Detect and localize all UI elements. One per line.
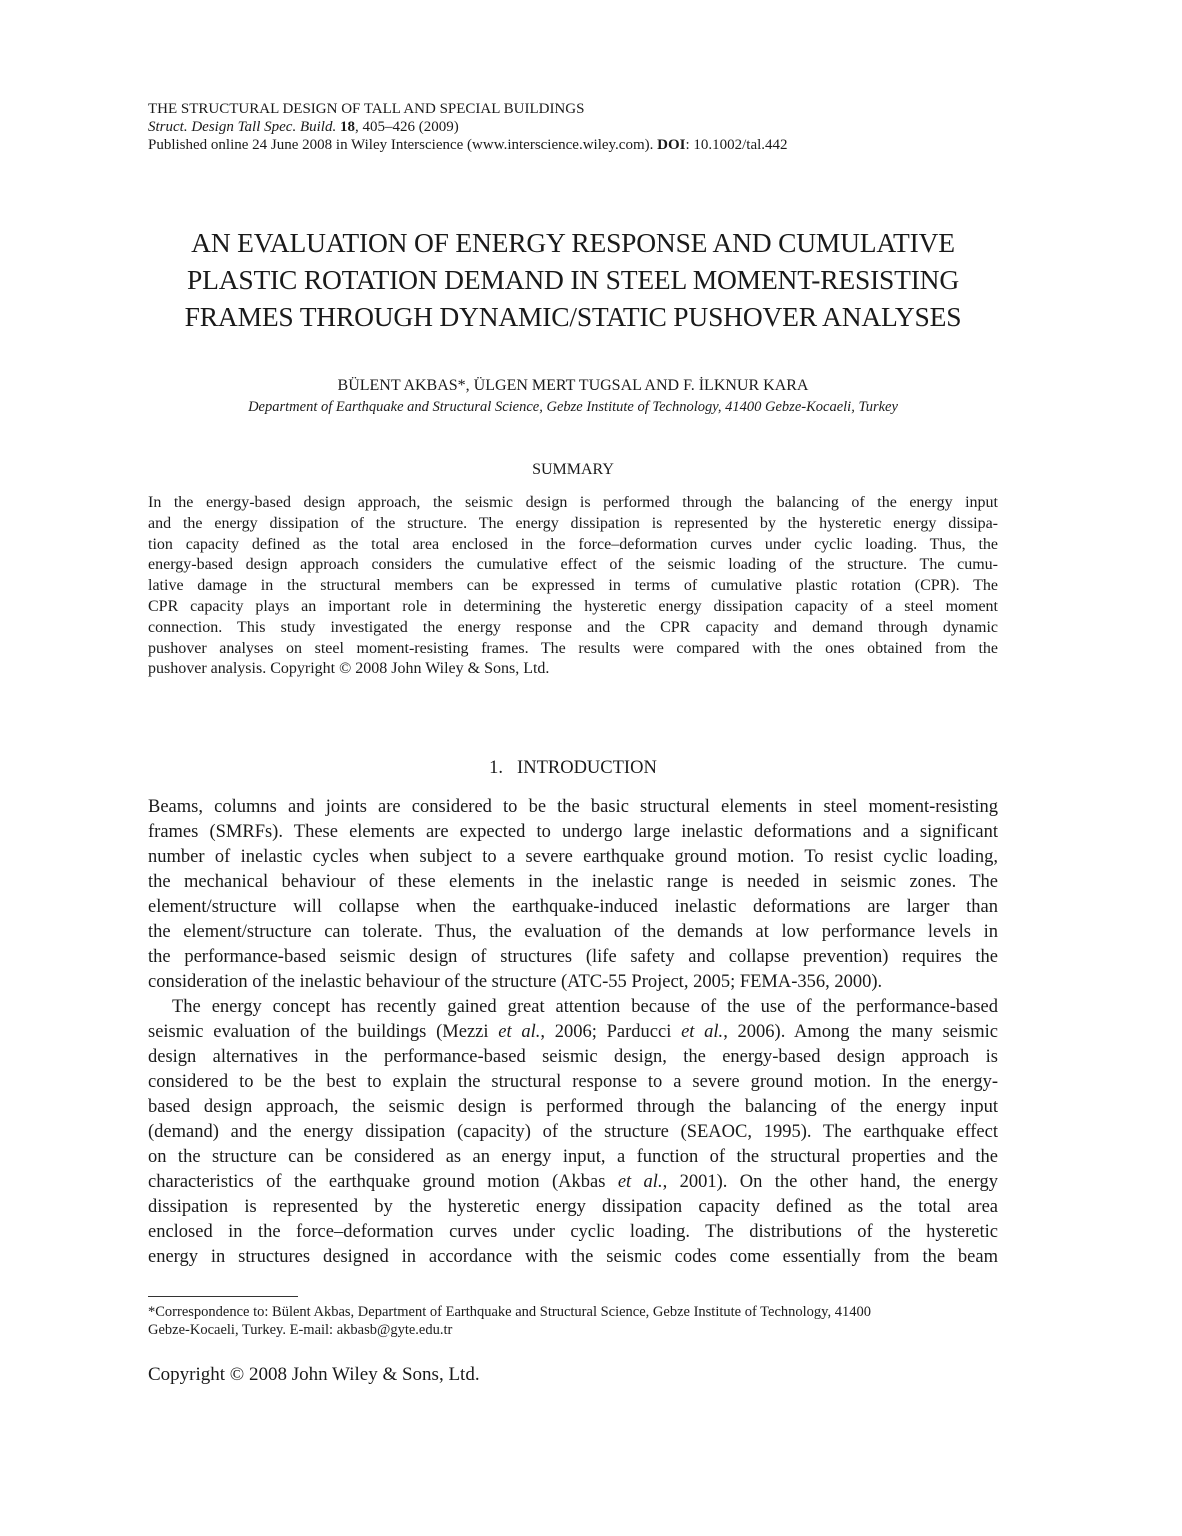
- paper-title: [148, 224, 998, 335]
- body-line: element/structure will collapse when the earthquake-induced inelastic deformations are larger than: [148, 897, 998, 917]
- summary-line: and the energy dissipation of the structure. The energy dissipation is represented by the hysteretic energy dissipa-: [148, 514, 998, 532]
- summary-line: pushover analysis. Copyright © 2008 John Wiley & Sons, Ltd.: [148, 660, 550, 678]
- footnote-line: Gebze-Kocaeli, Turkey. E-mail: akbasb@gyte.edu.tr: [148, 1322, 453, 1338]
- title-line: PLASTIC ROTATION DEMAND IN STEEL MOMENT-RESISTING: [187, 264, 959, 295]
- section-number: 1.: [489, 758, 504, 778]
- et-al: et al.: [498, 1022, 541, 1042]
- body-line: design alternatives in the performance-based seismic design, the energy-based design approach is: [148, 1047, 998, 1067]
- journal-header: [148, 100, 998, 154]
- text-run: seismic evaluation of the buildings (Mezzi: [148, 1022, 499, 1042]
- summary-line: connection. This study investigated the energy response and the CPR capacity and demand through dynamic: [148, 618, 998, 636]
- body-line: The energy concept has recently gained great attention because of the use of the performance-based: [172, 997, 998, 1017]
- et-al: et al.: [681, 1022, 724, 1042]
- citation-title: Struct. Design Tall Spec. Build.: [148, 119, 337, 135]
- published-text: Published online 24 June 2008 in Wiley Interscience (www.interscience.wiley.com).: [148, 137, 654, 153]
- summary-line: tion capacity defined as the total area enclosed in the force–deformation curves under cyclic loading. Thus, the: [148, 535, 998, 553]
- footnote: [148, 1303, 998, 1339]
- body-line: [148, 1170, 998, 1195]
- journal-name: THE STRUCTURAL DESIGN OF TALL AND SPECIAL BUILDINGS: [148, 101, 585, 117]
- summary-line: lative damage in the structural members can be expressed in terms of cumulative plastic rotation (CPR). The: [148, 577, 998, 595]
- summary-heading: SUMMARY: [532, 461, 614, 478]
- affiliation: Department of Earthquake and Structural Science, Gebze Institute of Technology, 41400 Gebze-Kocaeli, Turkey: [248, 399, 898, 415]
- body-line: the element/structure can tolerate. Thus, the evaluation of the demands at low performance levels in: [148, 922, 998, 942]
- body-line: [148, 1020, 998, 1045]
- text-run: , 2006). Among the many seismic: [723, 1022, 998, 1042]
- title-line: FRAMES THROUGH DYNAMIC/STATIC PUSHOVER ANALYSES: [184, 301, 962, 332]
- citation-volume: 18: [339, 119, 355, 135]
- footnote-line: *Correspondence to: Bülent Akbas, Department of Earthquake and Structural Science, Gebze Institute of Technology, 41400: [148, 1304, 871, 1320]
- summary-line: In the energy-based design approach, the seismic design is performed through the balancing of the energy input: [148, 494, 998, 511]
- body-line: energy in structures designed in accordance with the seismic codes come essentially from the beam: [148, 1247, 998, 1267]
- introduction-body: [148, 795, 998, 1270]
- copyright-notice: Copyright © 2008 John Wiley & Sons, Ltd.: [148, 1364, 480, 1385]
- publication-line: [148, 136, 998, 154]
- section-title: INTRODUCTION: [517, 758, 657, 778]
- body-line: consideration of the inelastic behaviour of the structure (ATC-55 Project, 2005; FEMA-356, 2000).: [148, 972, 883, 992]
- body-line: considered to be the best to explain the structural response to a severe ground motion. In the energy-: [148, 1072, 998, 1092]
- et-al: et al.: [617, 1172, 663, 1192]
- body-line: (demand) and the energy dissipation (capacity) of the structure (SEAOC, 1995). The earthquake effect: [148, 1122, 998, 1142]
- section-heading-introduction: [148, 757, 998, 779]
- summary-line: pushover analyses on steel moment-resisting frames. The results were compared with the ones obtained from the: [148, 639, 998, 657]
- authors: BÜLENT AKBAS*, ÜLGEN MERT TUGSAL AND F. İLKNUR KARA: [337, 377, 809, 394]
- summary-abstract: [148, 493, 998, 680]
- body-line: frames (SMRFs). These elements are expected to undergo large inelastic deformations and a significant: [148, 822, 998, 842]
- citation-pages: , 405–426 (2009): [354, 119, 459, 135]
- text-run: , 2001). On the other hand, the energy: [662, 1172, 999, 1192]
- body-line: Beams, columns and joints are considered to be the basic structural elements in steel moment-resisting: [148, 797, 998, 817]
- title-line: AN EVALUATION OF ENERGY RESPONSE AND CUMULATIVE: [191, 227, 955, 258]
- body-line: on the structure can be considered as an energy input, a function of the structural properties and the: [148, 1147, 998, 1167]
- body-line: the performance-based seismic design of structures (life safety and collapse prevention) requires the: [148, 947, 998, 967]
- footnote-rule: [148, 1296, 298, 1297]
- body-line: number of inelastic cycles when subject to a severe earthquake ground motion. To resist cyclic loading,: [148, 847, 998, 867]
- body-line: enclosed in the force–deformation curves under cyclic loading. The distributions of the hysteretic: [148, 1222, 998, 1242]
- text-run: , 2006; Parducci: [540, 1022, 682, 1042]
- journal-citation: [148, 118, 998, 136]
- body-line: dissipation is represented by the hysteretic energy dissipation capacity defined as the total area: [148, 1197, 998, 1217]
- text-run: characteristics of the earthquake ground motion (Akbas: [148, 1172, 618, 1192]
- body-line: based design approach, the seismic design is performed through the balancing of the energy input: [148, 1097, 998, 1117]
- summary-line: CPR capacity plays an important role in determining the hysteretic energy dissipation capacity of a steel moment: [148, 597, 998, 615]
- body-line: the mechanical behaviour of these elements in the inelastic range is needed in seismic zones. The: [148, 872, 998, 892]
- summary-line: energy-based design approach considers the cumulative effect of the seismic loading of the structure. The cumu-: [148, 556, 998, 574]
- doi-value: : 10.1002/tal.442: [685, 137, 788, 153]
- doi-label: DOI: [657, 137, 686, 153]
